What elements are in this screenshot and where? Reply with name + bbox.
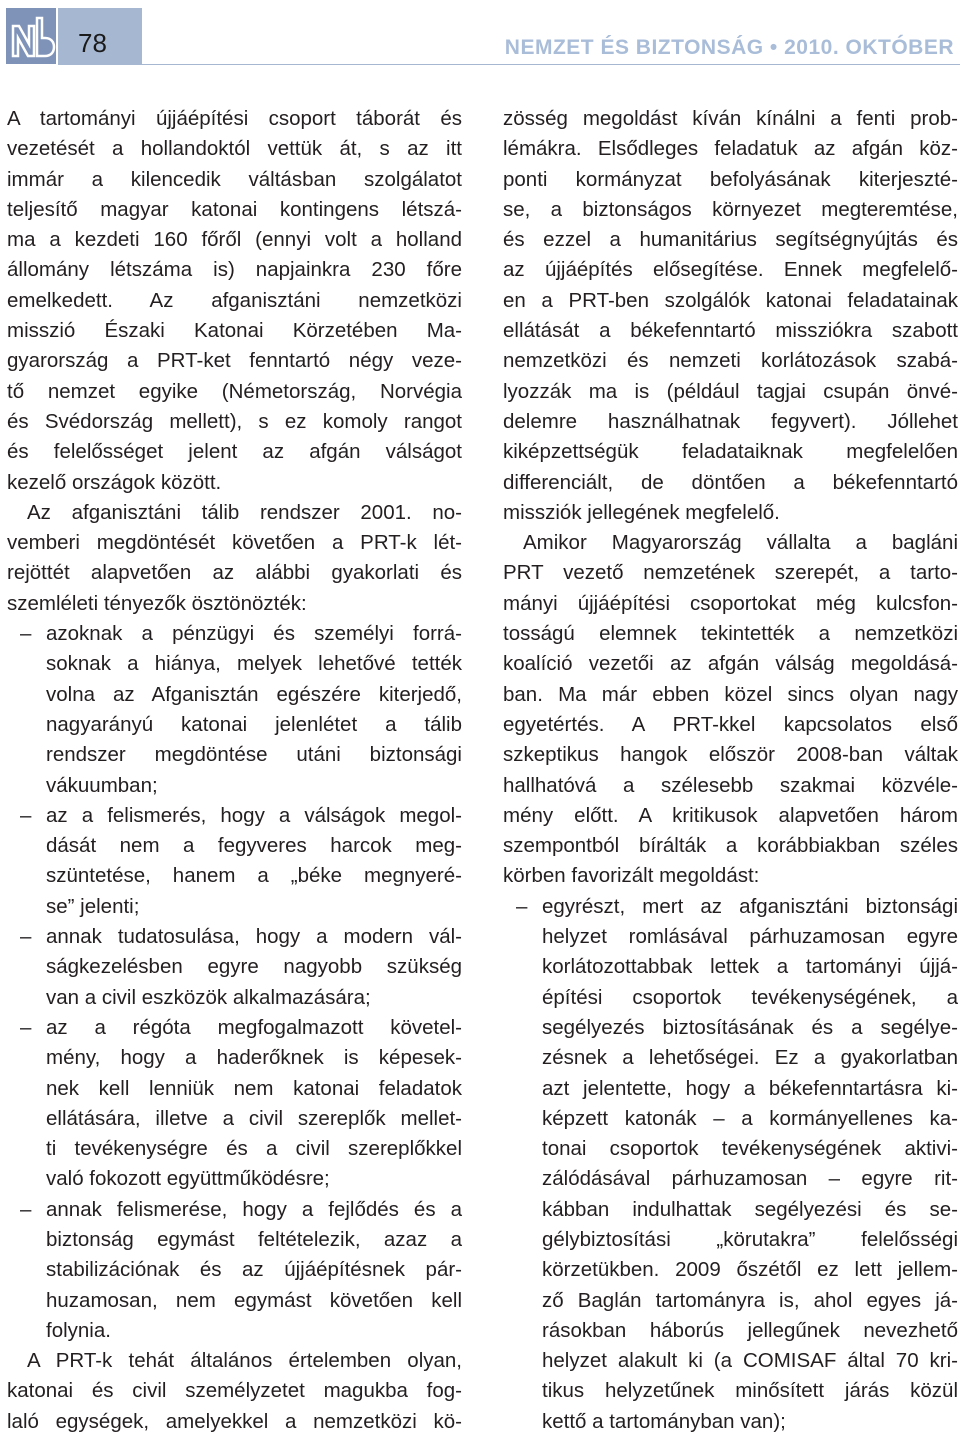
bullet-continuation-line: rásokban háborús jellegűnek nevezhető — [542, 1318, 958, 1342]
bullet-continuation-line: gélybiztosítási „körutakra” felelősségi — [542, 1227, 958, 1251]
text-line: PRT vezető nemzetének szerepét, a tarto- — [503, 561, 958, 585]
bullet-continuation-line: ellátására, illetve a civil szereplők mellet- — [46, 1106, 462, 1130]
text-line: tosságú elemnek tekintették a nemzetközi — [503, 622, 958, 646]
bullet-continuation-line: építési csoportok tevékenységének, a — [542, 985, 958, 1009]
bullet-continuation-line: korlátozottabbak lettek a tartományi újjá- — [542, 955, 958, 979]
text-line: kiképzettségük feladataiknak megfelelően — [503, 440, 958, 464]
text-line: laló egységek, amelyekkel a nemzetközi kö- — [7, 1409, 462, 1433]
text-line: A tartományi újjáépítési csoport táborát és — [7, 107, 462, 130]
bullet-line — [7, 801, 462, 831]
text-line: lémákra. Elsődleges feladatuk az afgán köz- — [503, 137, 958, 161]
text-line: se, a biztonságos környezet megteremtése, — [503, 197, 958, 221]
text-line: mény előtt. A kritikusok alapvetően három — [503, 803, 958, 827]
bullet-line — [503, 892, 958, 922]
bullet-dash-icon: – — [20, 622, 32, 646]
text-line: katonai és civil személyzetet magukba fog- — [7, 1379, 462, 1403]
bullet-continuation-line: kábban indulhattak segélyezési és se- — [542, 1197, 958, 1221]
bullet-dash-icon: – — [20, 1197, 32, 1221]
paragraph-first-line: A PRT-k tehát általános értelemben olyan, — [27, 1349, 462, 1373]
text-line: egyetértés. A PRT-kkel kapcsolatos első — [503, 712, 958, 736]
text-line: az újjáépítés elősegítése. Ennek megfelelő- — [503, 258, 958, 282]
bullet-text: azoknak a pénzügyi és személyi forrá- — [46, 622, 462, 646]
bullet-continuation-line: huzamosan, nem egymást követően kell — [46, 1288, 462, 1312]
bullet-continuation-line: körzetükben. 2009 őszétől ez lett jellem- — [542, 1258, 958, 1282]
text-line: rejöttét alapvetően az alábbi gyakorlati és — [7, 561, 462, 585]
text-line: ponti kormányzat befolyásának kiterjeszté- — [503, 167, 958, 191]
text-line: kezelő országok között. — [7, 470, 222, 494]
logo-nb-mark-icon — [6, 8, 56, 64]
text-line: hallhatóvá a szélesebb szakmai közvéle- — [503, 773, 958, 797]
text-line: vemberi megdöntését követően a PRT-k lét- — [7, 531, 462, 555]
text-line: lyozzák ma is (például tagjai csupán önvé- — [503, 379, 958, 403]
text-line: ma a kezdeti 160 főről (ennyi volt a holland — [7, 228, 462, 252]
bullet-continuation-line: ző Baglán tartományra is, ahol egyes já- — [542, 1288, 958, 1312]
bullet-line — [7, 619, 462, 649]
text-line: és felelősséget jelent az afgán válságot — [7, 440, 462, 464]
bullet-continuation-line: van a civil eszközök alkalmazására; — [46, 985, 371, 1009]
bullet-continuation-line: azt jelentette, hogy a békefenntartásra ki- — [542, 1076, 958, 1100]
text-line: és Svédország mellett), s ez komoly rangot — [7, 409, 462, 433]
bullet-continuation-line: helyzet romlásával párhuzamosan egyre — [542, 925, 958, 949]
bullet-continuation-line: vákuumban; — [46, 773, 158, 797]
bullet-continuation-line: helyzet alakult ki (a COMISAF által 70 kri- — [542, 1349, 958, 1373]
text-line: szkeptikus hangok először 2008-ban váltak — [503, 743, 958, 767]
bullet-text: az a régóta megfogalmazott követel- — [46, 1015, 462, 1039]
text-line: állomány létszáma is) napjainkra 230 főre — [7, 258, 462, 282]
text-line: zösség megoldást kíván kínálni a fenti prob- — [503, 107, 958, 130]
bullet-continuation-line: kettő a tartományban van); — [542, 1409, 786, 1433]
bullet-continuation-line: zálódásával párhuzamosan – egyre rit- — [542, 1167, 958, 1191]
left-column — [7, 104, 462, 1437]
bullet-line — [7, 1195, 462, 1225]
page-number-box — [58, 8, 142, 64]
text-line: és ezzel a humanitárius segítségnyújtás és — [503, 228, 958, 252]
page-number: 78 — [78, 28, 107, 58]
text-line: teljesítő magyar katonai kontingens létszá- — [7, 197, 462, 221]
right-column — [503, 104, 958, 1437]
text-line: vezetését a hollandoktól vettük át, s az itt — [7, 137, 462, 161]
bullet-text: egyrészt, mert az afganisztáni biztonsági — [542, 894, 958, 918]
bullet-continuation-line: biztonság egymást feltételezik, azaz a — [46, 1227, 462, 1251]
bullet-dash-icon: – — [20, 1015, 32, 1039]
text-line: tő nemzet egyike (Németország, Norvégia — [7, 379, 462, 403]
bullet-text: annak felismerése, hogy a fejlődés és a — [46, 1197, 462, 1221]
paragraph-first-line: Amikor Magyarország vállalta a bagláni — [523, 531, 958, 555]
text-line: misszió Északi Katonai Körzetében Ma- — [7, 319, 462, 343]
bullet-continuation-line: tonai csoportok tevékenységének aktivi- — [542, 1137, 958, 1161]
bullet-continuation-line: se” jelenti; — [46, 894, 140, 918]
journal-logo — [6, 8, 56, 64]
bullet-continuation-line: mény, hogy a haderőknek is képesek- — [46, 1046, 462, 1070]
text-line: nemzetközi és nemzeti korlátozások szabá- — [503, 349, 958, 373]
bullet-continuation-line: dását nem a fegyveres harcok meg- — [46, 834, 462, 858]
bullet-continuation-line: stabilizációnak és az újjáépítésnek pár- — [46, 1258, 462, 1282]
bullet-continuation-line: folynia. — [46, 1318, 111, 1342]
text-line: immár a kilencedik váltásban szolgálatot — [7, 167, 462, 191]
text-line: gyarország a PRT-ket fenntartó négy veze- — [7, 349, 462, 373]
text-line: ellátását a békefenntartó missziókra szabott — [503, 319, 958, 343]
bullet-continuation-line: soknak a hiánya, melyek lehetővé tették — [46, 652, 462, 676]
bullet-continuation-line: való fokozott együttműködésre; — [46, 1167, 330, 1191]
bullet-continuation-line: volna az Afganisztán egészére kiterjedő, — [46, 682, 462, 706]
text-line: emelkedett. Az afganisztáni nemzetközi — [7, 288, 462, 312]
bullet-text: annak tudatosulása, hogy a modern vál- — [46, 925, 462, 949]
bullet-line — [7, 922, 462, 952]
text-line: szemléleti tényezők ösztönözték: — [7, 591, 307, 615]
bullet-continuation-line: nagyarányú katonai jelenlétet a tálib — [46, 712, 462, 736]
paragraph-first-line: Az afganisztáni tálib rendszer 2001. no- — [27, 500, 462, 524]
bullet-continuation-line: segélyezés biztosításának és a segélye- — [542, 1015, 958, 1039]
bullet-continuation-line: szüntetése, hanem a „béke megnyeré- — [46, 864, 462, 888]
bullet-text: az a felismerés, hogy a válságok megol- — [46, 803, 462, 827]
bullet-line — [7, 1013, 462, 1043]
page-header — [0, 0, 960, 66]
bullet-continuation-line: ságkezelésben egyre nagyobb szükség — [46, 955, 462, 979]
text-line: körben favorizált megoldást: — [503, 864, 760, 888]
header-rule — [58, 64, 960, 65]
text-line: szempontból bírálták a korábbiakban széles — [503, 834, 958, 858]
bullet-dash-icon: – — [20, 803, 32, 827]
text-line: ban. Ma már ebben közel sincs olyan nagy — [503, 682, 958, 706]
text-line: koalíció vezetői az afgán válság megoldásá- — [503, 652, 958, 676]
text-line: mányi újjáépítési csoportokat még kulcsfon- — [503, 591, 958, 615]
bullet-continuation-line: képzett katonák – a kormányellenes ka- — [542, 1106, 958, 1130]
text-line: delemre használhatnak fegyvert). Jóllehet — [503, 409, 958, 433]
text-line: en a PRT-ben szolgálók katonai feladatainak — [503, 288, 958, 312]
text-line: missziók jellegének megfelelő. — [503, 500, 780, 524]
bullet-continuation-line: nek kell lenniük nem katonai feladatok — [46, 1076, 462, 1100]
bullet-continuation-line: zésnek a lehetőségei. Ez a gyakorlatban — [542, 1046, 958, 1070]
bullet-continuation-line: tikus helyzetűnek minősített járás közül — [542, 1379, 958, 1403]
text-line: differenciált, de döntően a békefenntartó — [503, 470, 958, 494]
bullet-dash-icon: – — [516, 894, 528, 918]
bullet-continuation-line: ti tevékenységre és a civil szereplőkkel — [46, 1137, 462, 1161]
bullet-dash-icon: – — [20, 925, 32, 949]
bullet-continuation-line: rendszer megdöntése utáni biztonsági — [46, 743, 462, 767]
journal-title: NEMZET ÉS BIZTONSÁG • 2010. OKTÓBER — [504, 36, 954, 59]
